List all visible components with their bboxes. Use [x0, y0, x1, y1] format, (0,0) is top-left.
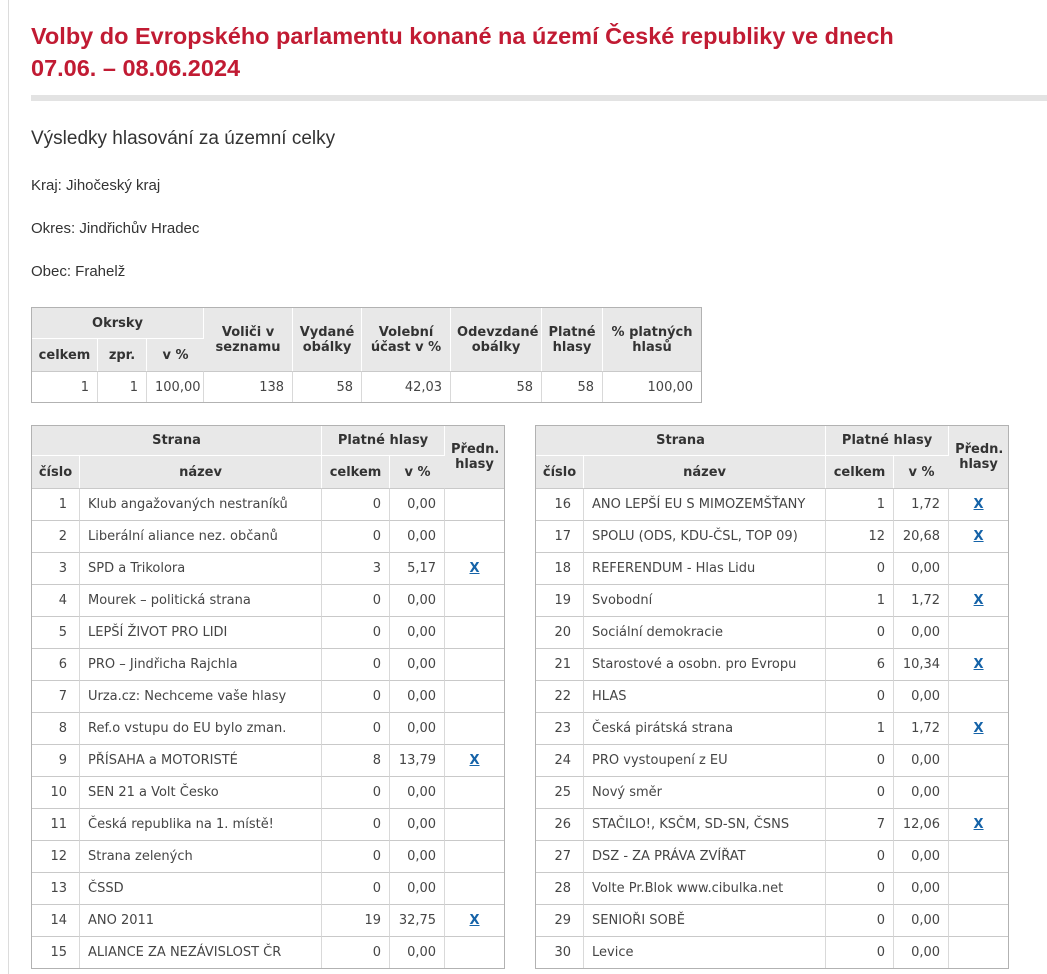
turnout-summary-table — [31, 307, 702, 403]
party-table-right — [535, 425, 1009, 969]
party-number-cell: 27 — [536, 840, 584, 872]
party-row — [536, 680, 1008, 712]
votes-total-cell: 8 — [322, 744, 390, 776]
pct-platnych-hlasu-value: 100,00 — [603, 371, 701, 402]
pref-votes-cell — [445, 744, 504, 776]
party-table-left — [31, 425, 505, 969]
party-name-cell: SEN 21 a Volt Česko — [80, 776, 322, 808]
party-number-cell: 25 — [536, 776, 584, 808]
party-name-cell: Levice — [584, 936, 826, 968]
summary-header-row-1 — [32, 308, 701, 338]
nazev-header: název — [80, 455, 322, 488]
party-number-cell: 26 — [536, 808, 584, 840]
votes-pct-cell: 0,00 — [894, 904, 949, 936]
party-number-cell: 14 — [32, 904, 80, 936]
votes-pct-cell: 0,00 — [390, 648, 445, 680]
party-name-cell: ČSSD — [80, 872, 322, 904]
party-number-cell: 23 — [536, 712, 584, 744]
votes-pct-cell: 20,68 — [894, 520, 949, 552]
party-row — [536, 776, 1008, 808]
pref-votes-cell — [949, 680, 1008, 712]
party-name-cell: SPD a Trikolora — [80, 552, 322, 584]
party-row — [536, 808, 1008, 840]
pref-votes-cell — [949, 552, 1008, 584]
pref-votes-cell — [949, 904, 1008, 936]
votes-total-cell: 19 — [322, 904, 390, 936]
summary-values-row — [32, 371, 701, 402]
pref-votes-link[interactable]: X — [973, 593, 984, 608]
party-number-cell: 16 — [536, 488, 584, 520]
party-name-cell: ANO LEPŠÍ EU S MIMOZEMŠŤANY — [584, 488, 826, 520]
platne-hlasy-value: 58 — [542, 371, 603, 402]
votes-pct-cell: 5,17 — [390, 552, 445, 584]
votes-total-cell: 0 — [322, 648, 390, 680]
votes-total-cell: 0 — [322, 840, 390, 872]
pref-votes-cell — [949, 616, 1008, 648]
party-name-cell: Sociální demokracie — [584, 616, 826, 648]
pref-votes-cell — [949, 872, 1008, 904]
pref-votes-cell — [949, 712, 1008, 744]
volici-v-seznamu-value: 138 — [204, 371, 293, 402]
party-row — [536, 520, 1008, 552]
odevzdane-obalky-value: 58 — [451, 371, 542, 402]
party-name-cell: Volte Pr.Blok www.cibulka.net — [584, 872, 826, 904]
okrsky-pct-value: 100,00 — [147, 371, 204, 402]
page-title — [31, 20, 1047, 84]
pref-votes-cell — [445, 904, 504, 936]
page-title-line2: 07.06. – 08.06.2024 — [31, 55, 241, 81]
party-row — [536, 744, 1008, 776]
pref-votes-cell — [445, 488, 504, 520]
votes-total-cell: 0 — [826, 616, 894, 648]
party-number-cell: 8 — [32, 712, 80, 744]
kraj-label: Kraj: Jihočeský kraj — [31, 177, 161, 194]
votes-total-cell: 0 — [322, 680, 390, 712]
votes-pct-cell: 0,00 — [390, 840, 445, 872]
party-header-row-2 — [536, 455, 1008, 488]
votes-total-cell: 0 — [322, 584, 390, 616]
pref-votes-link[interactable]: X — [973, 657, 984, 672]
pref-votes-cell — [445, 680, 504, 712]
votes-pct-cell: 0,00 — [894, 680, 949, 712]
party-name-cell: HLAS — [584, 680, 826, 712]
party-name-cell: Liberální aliance nez. občanů — [80, 520, 322, 552]
party-header-row-1 — [32, 426, 504, 455]
party-name-cell: Česká pirátská strana — [584, 712, 826, 744]
v-pct-header: v % — [894, 455, 949, 488]
party-number-cell: 4 — [32, 584, 80, 616]
party-name-cell: Mourek – politická strana — [80, 584, 322, 616]
party-number-cell: 17 — [536, 520, 584, 552]
votes-total-cell: 0 — [322, 808, 390, 840]
votes-total-cell: 0 — [826, 744, 894, 776]
votes-pct-cell: 10,34 — [894, 648, 949, 680]
party-name-cell: DSZ - ZA PRÁVA ZVÍŘAT — [584, 840, 826, 872]
party-header-row-2 — [32, 455, 504, 488]
party-number-cell: 6 — [32, 648, 80, 680]
pref-votes-cell — [949, 488, 1008, 520]
votes-total-cell: 7 — [826, 808, 894, 840]
votes-pct-cell: 0,00 — [894, 776, 949, 808]
pref-votes-cell — [445, 584, 504, 616]
votes-pct-cell: 0,00 — [894, 840, 949, 872]
predn-hlasy-header: Předn. hlasy — [949, 426, 1008, 488]
party-number-cell: 13 — [32, 872, 80, 904]
party-name-cell: Starostové a osobn. pro Evropu — [584, 648, 826, 680]
party-row — [536, 584, 1008, 616]
party-name-cell: SENIOŘI SOBĚ — [584, 904, 826, 936]
party-number-cell: 2 — [32, 520, 80, 552]
okrsky-group-header: Okrsky — [32, 308, 204, 338]
votes-total-cell: 0 — [826, 840, 894, 872]
pref-votes-cell — [949, 584, 1008, 616]
party-row — [536, 872, 1008, 904]
votes-pct-cell: 1,72 — [894, 488, 949, 520]
party-number-cell: 28 — [536, 872, 584, 904]
votes-total-cell: 0 — [322, 712, 390, 744]
party-row — [32, 712, 504, 744]
votes-total-cell: 1 — [826, 712, 894, 744]
party-number-cell: 30 — [536, 936, 584, 968]
cislo-header: číslo — [536, 455, 584, 488]
party-number-cell: 19 — [536, 584, 584, 616]
party-name-cell: PŘÍSAHA a MOTORISTÉ — [80, 744, 322, 776]
party-number-cell: 10 — [32, 776, 80, 808]
votes-pct-cell: 12,06 — [894, 808, 949, 840]
party-row — [32, 840, 504, 872]
volebni-ucast-header: Volební účast v % — [362, 308, 451, 371]
votes-pct-cell: 0,00 — [390, 808, 445, 840]
party-name-cell: Ref.o vstupu do EU bylo zman. — [80, 712, 322, 744]
cislo-header: číslo — [32, 455, 80, 488]
votes-pct-cell: 0,00 — [390, 616, 445, 648]
party-name-cell: Strana zelených — [80, 840, 322, 872]
party-row — [32, 648, 504, 680]
votes-pct-cell: 0,00 — [390, 488, 445, 520]
party-row — [536, 648, 1008, 680]
page-left-edge — [8, 0, 9, 974]
party-row — [32, 744, 504, 776]
party-number-cell: 22 — [536, 680, 584, 712]
strana-group-header: Strana — [536, 426, 826, 455]
party-name-cell: Urza.cz: Nechceme vaše hlasy — [80, 680, 322, 712]
party-row — [32, 520, 504, 552]
party-number-cell: 7 — [32, 680, 80, 712]
party-row — [32, 872, 504, 904]
pref-votes-link[interactable]: X — [973, 529, 984, 544]
party-name-cell: ALIANCE ZA NEZÁVISLOST ČR — [80, 936, 322, 968]
pref-votes-link[interactable]: X — [973, 721, 984, 736]
party-row — [536, 936, 1008, 968]
votes-total-cell: 0 — [826, 680, 894, 712]
pref-votes-cell — [949, 744, 1008, 776]
party-row — [32, 616, 504, 648]
party-row — [32, 584, 504, 616]
votes-pct-cell: 1,72 — [894, 584, 949, 616]
votes-pct-cell: 0,00 — [894, 744, 949, 776]
pref-votes-link[interactable]: X — [469, 561, 480, 576]
pref-votes-cell — [949, 840, 1008, 872]
party-header-row-1 — [536, 426, 1008, 455]
page-content — [31, 0, 1047, 969]
pref-votes-cell — [445, 840, 504, 872]
okrsky-celkem-header: celkem — [32, 338, 98, 371]
votes-total-cell: 0 — [322, 488, 390, 520]
platne-hlasy-group-header: Platné hlasy — [826, 426, 949, 455]
votes-pct-cell: 0,00 — [894, 872, 949, 904]
okres-label: Okres: Jindřichův Hradec — [31, 220, 200, 237]
party-row — [32, 776, 504, 808]
party-row — [32, 680, 504, 712]
pref-votes-cell — [949, 520, 1008, 552]
predn-hlasy-header: Předn. hlasy — [445, 426, 504, 488]
votes-pct-cell: 1,72 — [894, 712, 949, 744]
odevzdane-obalky-header: Odevzdané obálky — [451, 308, 542, 371]
party-row — [32, 552, 504, 584]
votes-total-cell: 0 — [322, 520, 390, 552]
volici-v-seznamu-header: Voliči v seznamu — [204, 308, 293, 371]
pref-votes-link[interactable]: X — [973, 817, 984, 832]
pref-votes-link[interactable]: X — [469, 913, 480, 928]
party-row — [536, 616, 1008, 648]
votes-total-cell: 0 — [322, 776, 390, 808]
party-number-cell: 9 — [32, 744, 80, 776]
pref-votes-cell — [445, 872, 504, 904]
vydane-obalky-value: 58 — [293, 371, 362, 402]
pref-votes-cell — [949, 648, 1008, 680]
votes-total-cell: 0 — [322, 936, 390, 968]
party-results-section — [31, 425, 1047, 969]
votes-total-cell: 0 — [826, 776, 894, 808]
party-number-cell: 24 — [536, 744, 584, 776]
votes-total-cell: 6 — [826, 648, 894, 680]
party-name-cell: SPOLU (ODS, KDU-ČSL, TOP 09) — [584, 520, 826, 552]
votes-total-cell: 0 — [322, 616, 390, 648]
title-divider — [31, 95, 1047, 101]
votes-total-cell: 0 — [826, 872, 894, 904]
section-heading: Výsledky hlasování za územní celky — [31, 128, 336, 149]
party-name-cell: Klub angažovaných nestraníků — [80, 488, 322, 520]
votes-total-cell: 12 — [826, 520, 894, 552]
party-row — [32, 808, 504, 840]
party-number-cell: 5 — [32, 616, 80, 648]
okrsky-zpr-header: zpr. — [98, 338, 147, 371]
votes-pct-cell: 0,00 — [894, 552, 949, 584]
party-row — [536, 488, 1008, 520]
party-name-cell: REFERENDUM - Hlas Lidu — [584, 552, 826, 584]
platne-hlasy-group-header: Platné hlasy — [322, 426, 445, 455]
volebni-ucast-value: 42,03 — [362, 371, 451, 402]
pref-votes-link[interactable]: X — [973, 497, 984, 512]
okrsky-pct-header: v % — [147, 338, 204, 371]
party-name-cell: PRO vystoupení z EU — [584, 744, 826, 776]
votes-pct-cell: 13,79 — [390, 744, 445, 776]
party-number-cell: 3 — [32, 552, 80, 584]
votes-total-cell: 1 — [826, 584, 894, 616]
party-name-cell: Nový směr — [584, 776, 826, 808]
party-number-cell: 29 — [536, 904, 584, 936]
party-row — [32, 904, 504, 936]
page-title-line1: Volby do Evropského parlamentu konané na území České republiky ve dnech — [31, 23, 894, 49]
party-row — [536, 840, 1008, 872]
votes-pct-cell: 0,00 — [390, 680, 445, 712]
party-name-cell: Česká republika na 1. místě! — [80, 808, 322, 840]
party-number-cell: 11 — [32, 808, 80, 840]
party-row — [536, 552, 1008, 584]
party-name-cell: PRO – Jindřicha Rajchla — [80, 648, 322, 680]
votes-total-cell: 0 — [322, 872, 390, 904]
nazev-header: název — [584, 455, 826, 488]
party-number-cell: 20 — [536, 616, 584, 648]
party-number-cell: 1 — [32, 488, 80, 520]
okrsky-celkem-value: 1 — [32, 371, 98, 402]
party-row — [536, 712, 1008, 744]
pref-votes-cell — [445, 648, 504, 680]
pref-votes-cell — [445, 808, 504, 840]
party-number-cell: 18 — [536, 552, 584, 584]
strana-group-header: Strana — [32, 426, 322, 455]
v-pct-header: v % — [390, 455, 445, 488]
party-number-cell: 15 — [32, 936, 80, 968]
votes-pct-cell: 0,00 — [390, 584, 445, 616]
party-name-cell: LEPŠÍ ŽIVOT PRO LIDI — [80, 616, 322, 648]
votes-total-cell: 0 — [826, 552, 894, 584]
party-row — [536, 904, 1008, 936]
pct-platnych-hlasu-header: % platných hlasů — [603, 308, 701, 371]
votes-pct-cell: 0,00 — [390, 776, 445, 808]
votes-pct-cell: 0,00 — [390, 936, 445, 968]
pref-votes-cell — [445, 936, 504, 968]
pref-votes-cell — [445, 616, 504, 648]
party-name-cell: ANO 2011 — [80, 904, 322, 936]
pref-votes-cell — [949, 808, 1008, 840]
pref-votes-link[interactable]: X — [469, 753, 480, 768]
pref-votes-cell — [949, 776, 1008, 808]
celkem-header: celkem — [826, 455, 894, 488]
party-number-cell: 12 — [32, 840, 80, 872]
votes-pct-cell: 32,75 — [390, 904, 445, 936]
party-name-cell: STAČILO!, KSČM, SD-SN, ČSNS — [584, 808, 826, 840]
votes-total-cell: 0 — [826, 904, 894, 936]
votes-total-cell: 0 — [826, 936, 894, 968]
votes-pct-cell: 0,00 — [390, 520, 445, 552]
pref-votes-cell — [445, 712, 504, 744]
party-name-cell: Svobodní — [584, 584, 826, 616]
party-row — [32, 936, 504, 968]
votes-total-cell: 3 — [322, 552, 390, 584]
okrsky-zpr-value: 1 — [98, 371, 147, 402]
votes-total-cell: 1 — [826, 488, 894, 520]
platne-hlasy-header: Platné hlasy — [542, 308, 603, 371]
party-number-cell: 21 — [536, 648, 584, 680]
celkem-header: celkem — [322, 455, 390, 488]
votes-pct-cell: 0,00 — [894, 616, 949, 648]
vydane-obalky-header: Vydané obálky — [293, 308, 362, 371]
votes-pct-cell: 0,00 — [390, 712, 445, 744]
party-row — [32, 488, 504, 520]
pref-votes-cell — [445, 552, 504, 584]
obec-label: Obec: Frahelž — [31, 263, 126, 280]
votes-pct-cell: 0,00 — [390, 872, 445, 904]
pref-votes-cell — [445, 776, 504, 808]
votes-pct-cell: 0,00 — [894, 936, 949, 968]
pref-votes-cell — [949, 936, 1008, 968]
pref-votes-cell — [445, 520, 504, 552]
